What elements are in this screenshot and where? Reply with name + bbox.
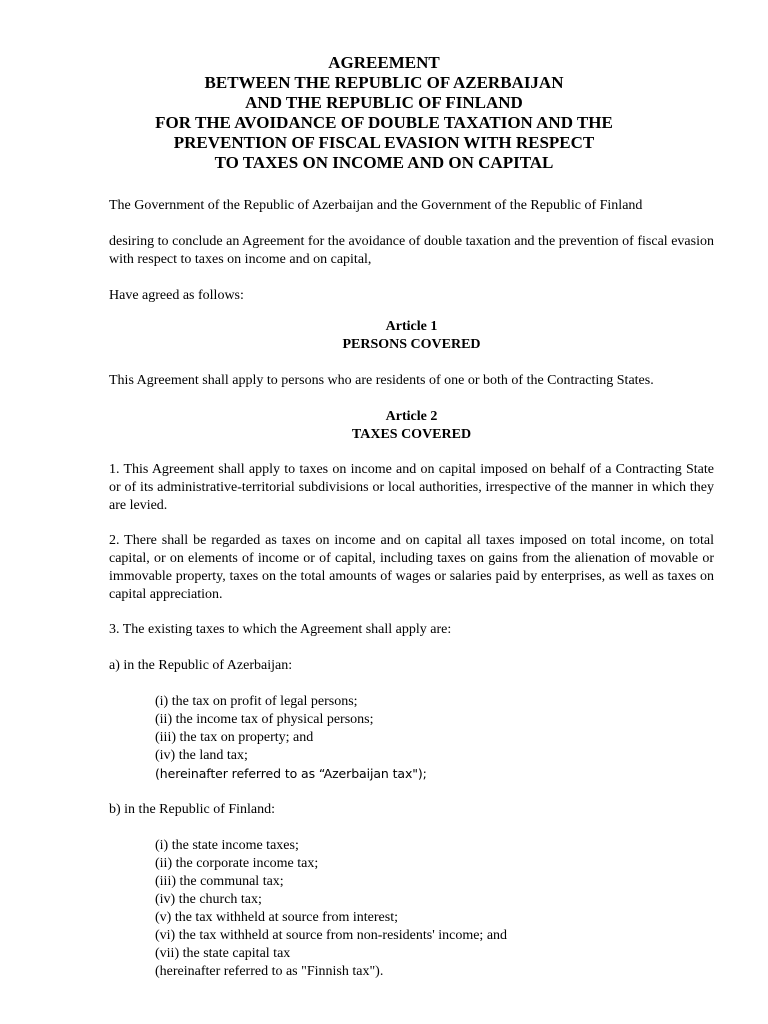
title-line-4: FOR THE AVOIDANCE OF DOUBLE TAXATION AND THE — [155, 113, 613, 132]
title-line-3: AND THE REPUBLIC OF FINLAND — [245, 93, 523, 112]
list-item: (i) the tax on profit of legal persons; — [155, 694, 358, 709]
article-2-paragraph-2: 2. There shall be regarded as taxes on income and on capital all taxes imposed on total income, on total capital, or on elements of income or of capital, including taxes on gains from the alienation of movable or immovable property, taxes on the total amounts of wages or salaries paid by enterprises, as well as taxes on capital appreciation. — [109, 533, 714, 602]
azerbaijan-tax-referred: (hereinafter referred to as “Azerbaijan tax"); — [155, 766, 427, 781]
finland-tax-list — [109, 837, 714, 981]
list-item: (v) the tax withheld at source from interest; — [155, 910, 398, 925]
list-item: (ii) the corporate income tax; — [155, 856, 319, 871]
azerbaijan-heading: a) in the Republic of Azerbaijan: — [109, 658, 293, 673]
title-line-6: TO TAXES ON INCOME AND ON CAPITAL — [214, 153, 554, 172]
article-1-title: PERSONS COVERED — [342, 337, 481, 352]
article-2-number: Article 2 — [385, 409, 438, 424]
agreed-paragraph: Have agreed as follows: — [109, 288, 244, 303]
article-2-paragraph-1: 1. This Agreement shall apply to taxes on income and on capital imposed on behalf of a Contracting State or of its administrative-territorial subdivisions or local authorities, irrespective of the manner in which they are levied. — [109, 462, 714, 513]
azerbaijan-tax-list — [109, 693, 714, 783]
list-item: (ii) the income tax of physical persons; — [155, 712, 374, 727]
list-item: (iv) the church tax; — [155, 892, 262, 907]
article-1-text: This Agreement shall apply to persons who are residents of one or both of the Contracting States. — [109, 373, 654, 388]
agreement-title — [0, 53, 768, 173]
list-item: (vi) the tax withheld at source from non-residents' income; and — [155, 928, 508, 943]
governments-paragraph: The Government of the Republic of Azerbaijan and the Government of the Republic of Finland — [109, 198, 643, 213]
article-2-title: TAXES COVERED — [351, 427, 472, 442]
article-2-heading — [109, 408, 714, 444]
list-item: (iv) the land tax; — [155, 748, 248, 763]
title-line-5: PREVENTION OF FISCAL EVASION WITH RESPECT — [173, 133, 595, 152]
article-1-number: Article 1 — [385, 319, 438, 334]
list-item: (iii) the tax on property; and — [155, 730, 314, 745]
desiring-paragraph: desiring to conclude an Agreement for the avoidance of double taxation and the prevention of fiscal evasion with respect to taxes on income and on capital, — [109, 234, 714, 267]
article-2-paragraph-3: 3. The existing taxes to which the Agreement shall apply are: — [109, 622, 452, 637]
list-item: (i) the state income taxes; — [155, 838, 299, 853]
document-body — [109, 197, 714, 981]
article-1-heading — [109, 318, 714, 354]
finnish-tax-referred: (hereinafter referred to as "Finnish tax"). — [155, 964, 384, 979]
list-item: (vii) the state capital tax — [155, 946, 291, 961]
finland-heading: b) in the Republic of Finland: — [109, 802, 276, 817]
title-line-2: BETWEEN THE REPUBLIC OF AZERBAIJAN — [204, 73, 564, 92]
list-item: (iii) the communal tax; — [155, 874, 284, 889]
title-line-1: AGREEMENT — [328, 53, 440, 72]
